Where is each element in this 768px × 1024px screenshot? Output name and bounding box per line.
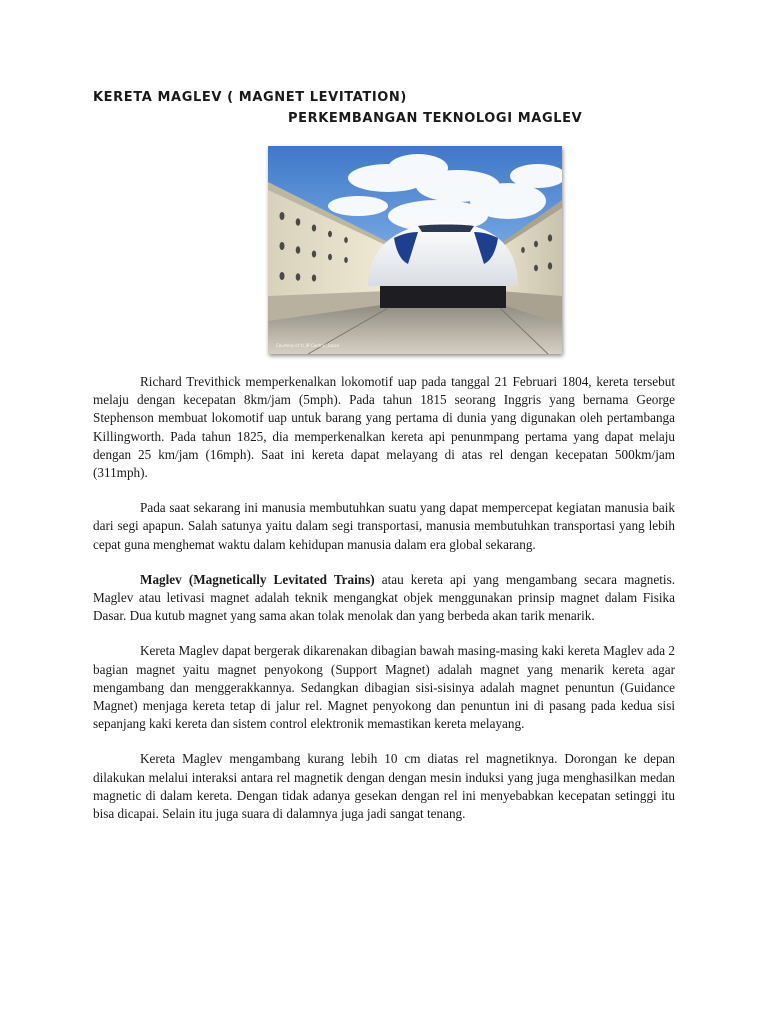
paragraph-lead-term: Maglev (Magnetically Levitated Trains)	[140, 571, 375, 587]
paragraph-text: Richard Trevithick memperkenalkan lokomotif uap pada tanggal 21 Februari 1804, kereta tersebut melaju dengan kecepatan 8km/jam (5mph). Pada tahun 1815 seorang Inggris yang bernama George Stephenson membuat lokomotif uap untuk barang yang pertama di dunia yang digunakan oleh pertambanga Killingworth. Pada tahun 1825, dia memperkenalkan kereta api penunmpang pertama yang dapat melaju dengan 25 km/jam (16mph). Saat ini kereta dapat melayang di atas rel dengan kecepatan 500km/jam (311mph).	[93, 374, 675, 481]
paragraph	[93, 373, 675, 482]
document-subtitle: PERKEMBANGAN TEKNOLOGI MAGLEV	[288, 111, 583, 126]
paragraph-text: Kereta Maglev dapat bergerak dikarenakan dibagian bawah masing-masing kaki kereta Maglev ada 2 bagian magnet yaitu magnet penyokong (Support Magnet) adalah magnet yang menarik kereta agar mengambang dan menggerakkannya. Sedangkan dibagian sisi-sisinya adalah magnet penuntun (Guidance Magnet) menjaga kereta tetap di jalur rel. Magnet penyokong dan penuntun ini di pasang pada kedua sisi sepanjang kaki kereta dan sistem control elektronik memastikan kereta melayang.	[93, 643, 675, 732]
document-title: KERETA MAGLEV ( MAGNET LEVITATION)	[93, 90, 407, 105]
paragraph	[93, 571, 675, 626]
paragraph-text: Kereta Maglev mengambang kurang lebih 10 cm diatas rel magnetiknya. Dorongan ke depan dilakukan melalui interaksi antara rel magnetik dengan dengan mesin induksi yang juga menghasilkan medan magnetic di dalam kereta. Dengan tidak adanya gesekan dengan rel ini menyebabkan kecepatan setinggi itu bisa dicapai. Selain itu juga suara di dalamnya juga jadi sangat tenang.	[93, 751, 675, 822]
document-body	[93, 373, 675, 840]
paragraph-text: atau kereta api yang mengambang secara magnetis. Maglev atau letivasi magnet adalah teknik mengangkat objek menggunakan prinsip magnet dalam Fisika Dasar. Dua kutub magnet yang sama akan tolak menolak dan yang berbeda akan tarik menarik.	[93, 571, 675, 624]
paragraph-text: Pada saat sekarang ini manusia membutuhkan suatu yang dapat mempercepat kegiatan manusia baik dari segi apapun. Salah satunya yaitu dalam segi transportasi, manusia membutuhkan transportasi yang lebih cepat guna menghemat waktu dalam kehidupan manusia dalam era global sekarang.	[93, 500, 675, 552]
paragraph	[93, 499, 675, 554]
photo-credit: Courtesy of © JR Central, Japan	[276, 343, 340, 348]
maglev-train-photo	[268, 146, 562, 354]
paragraph	[93, 642, 675, 733]
paragraph	[93, 750, 675, 823]
